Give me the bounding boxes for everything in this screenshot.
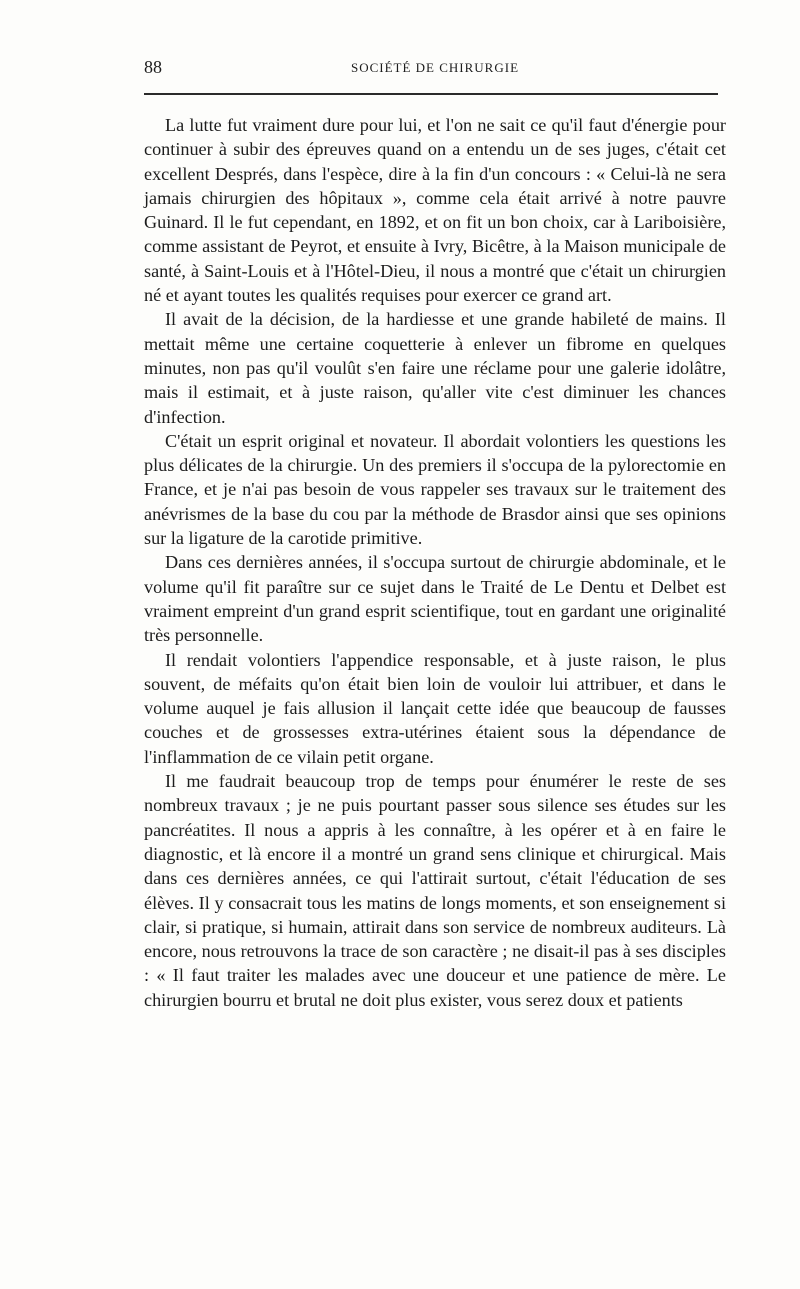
paragraph: Il me faudrait beaucoup trop de temps pour énumérer le reste de ses nombreux travaux ; je ne puis pourtant passer sous silence ses études sur les pancréatites. Il nous a appris à les connaître, à les opérer et à en faire le diagnostic, et là encore il a montré un grand sens clinique et chirurgical. Mais dans ces dernières années, ce qui l'attirait surtout, c'était l'éducation de ses élèves. Il y consacrait tous les matins de longs moments, et son enseignement si clair, si pratique, si humain, attirait dans son service de nombreux auditeurs. Là encore, nous retrouvons la trace de son caractère ; ne disait-il pas à ses disciples : « Il faut traiter les malades avec une douceur et une patience de mère. Le chirurgien bourru et brutal ne doit plus exister, vous serez doux et patients: [144, 771, 726, 1010]
body-text: [144, 113, 726, 1012]
paragraph: C'était un esprit original et novateur. Il abordait volontiers les questions les plus délicates de la chirurgie. Un des premiers il s'occupa de la pylorectomie en France, et je n'ai pas besoin de vous rappeler ses travaux sur le traitement des anévrismes de la base du cou par la méthode de Brasdor ainsi que ses opinions sur la ligature de la carotide primitive.: [144, 430, 726, 549]
paragraph: Dans ces dernières années, il s'occupa surtout de chirurgie abdominale, et le volume qu'il fit paraître sur ce sujet dans le Traité de Le Dentu et Delbet est vraiment empreint d'un grand esprit scientifique, tout en gardant une originalité très personnelle.: [144, 552, 726, 646]
running-title: SOCIÉTÉ DE CHIRURGIE: [350, 60, 520, 75]
paragraph: La lutte fut vraiment dure pour lui, et l'on ne sait ce qu'il faut d'énergie pour continuer à subir des épreuves quand on a entendu un de ses juges, c'était cet excellent Després, dans l'espèce, dire à la fin d'un concours : « Celui-là ne sera jamais chirurgien des hôpitaux », comme cela était arrivé à notre pauvre Guinard. Il le fut cependant, en 1892, et on fit un bon choix, car à Lariboisière, comme assistant de Peyrot, et ensuite à Ivry, Bicêtre, à la Maison municipale de santé, à Saint-Louis et à l'Hôtel-Dieu, il nous a montré que c'était un chirurgien né et ayant toutes les qualités requises pour exercer ce grand art.: [144, 115, 726, 306]
page-number: 88: [144, 57, 162, 77]
paragraph: Il rendait volontiers l'appendice responsable, et à juste raison, le plus souvent, de méfaits qu'on était bien loin de vouloir lui attribuer, et dans le volume auquel je fais allusion il lançait cette idée que beaucoup de fausses couches et de grossesses extra-utérines étaient sous la dépendance de l'inflammation de ce vilain petit organe.: [144, 649, 726, 767]
header-rule: [144, 93, 718, 95]
paragraph: Il avait de la décision, de la hardiesse et une grande habileté de mains. Il mettait même une certaine coquetterie à enlever un fibrome en quelques minutes, non pas qu'il voulût s'en faire une réclame pour une galerie idolâtre, mais il estimait, et à juste raison, qu'aller vite c'est diminuer les chances d'infection.: [144, 309, 726, 427]
running-head: [144, 56, 726, 82]
